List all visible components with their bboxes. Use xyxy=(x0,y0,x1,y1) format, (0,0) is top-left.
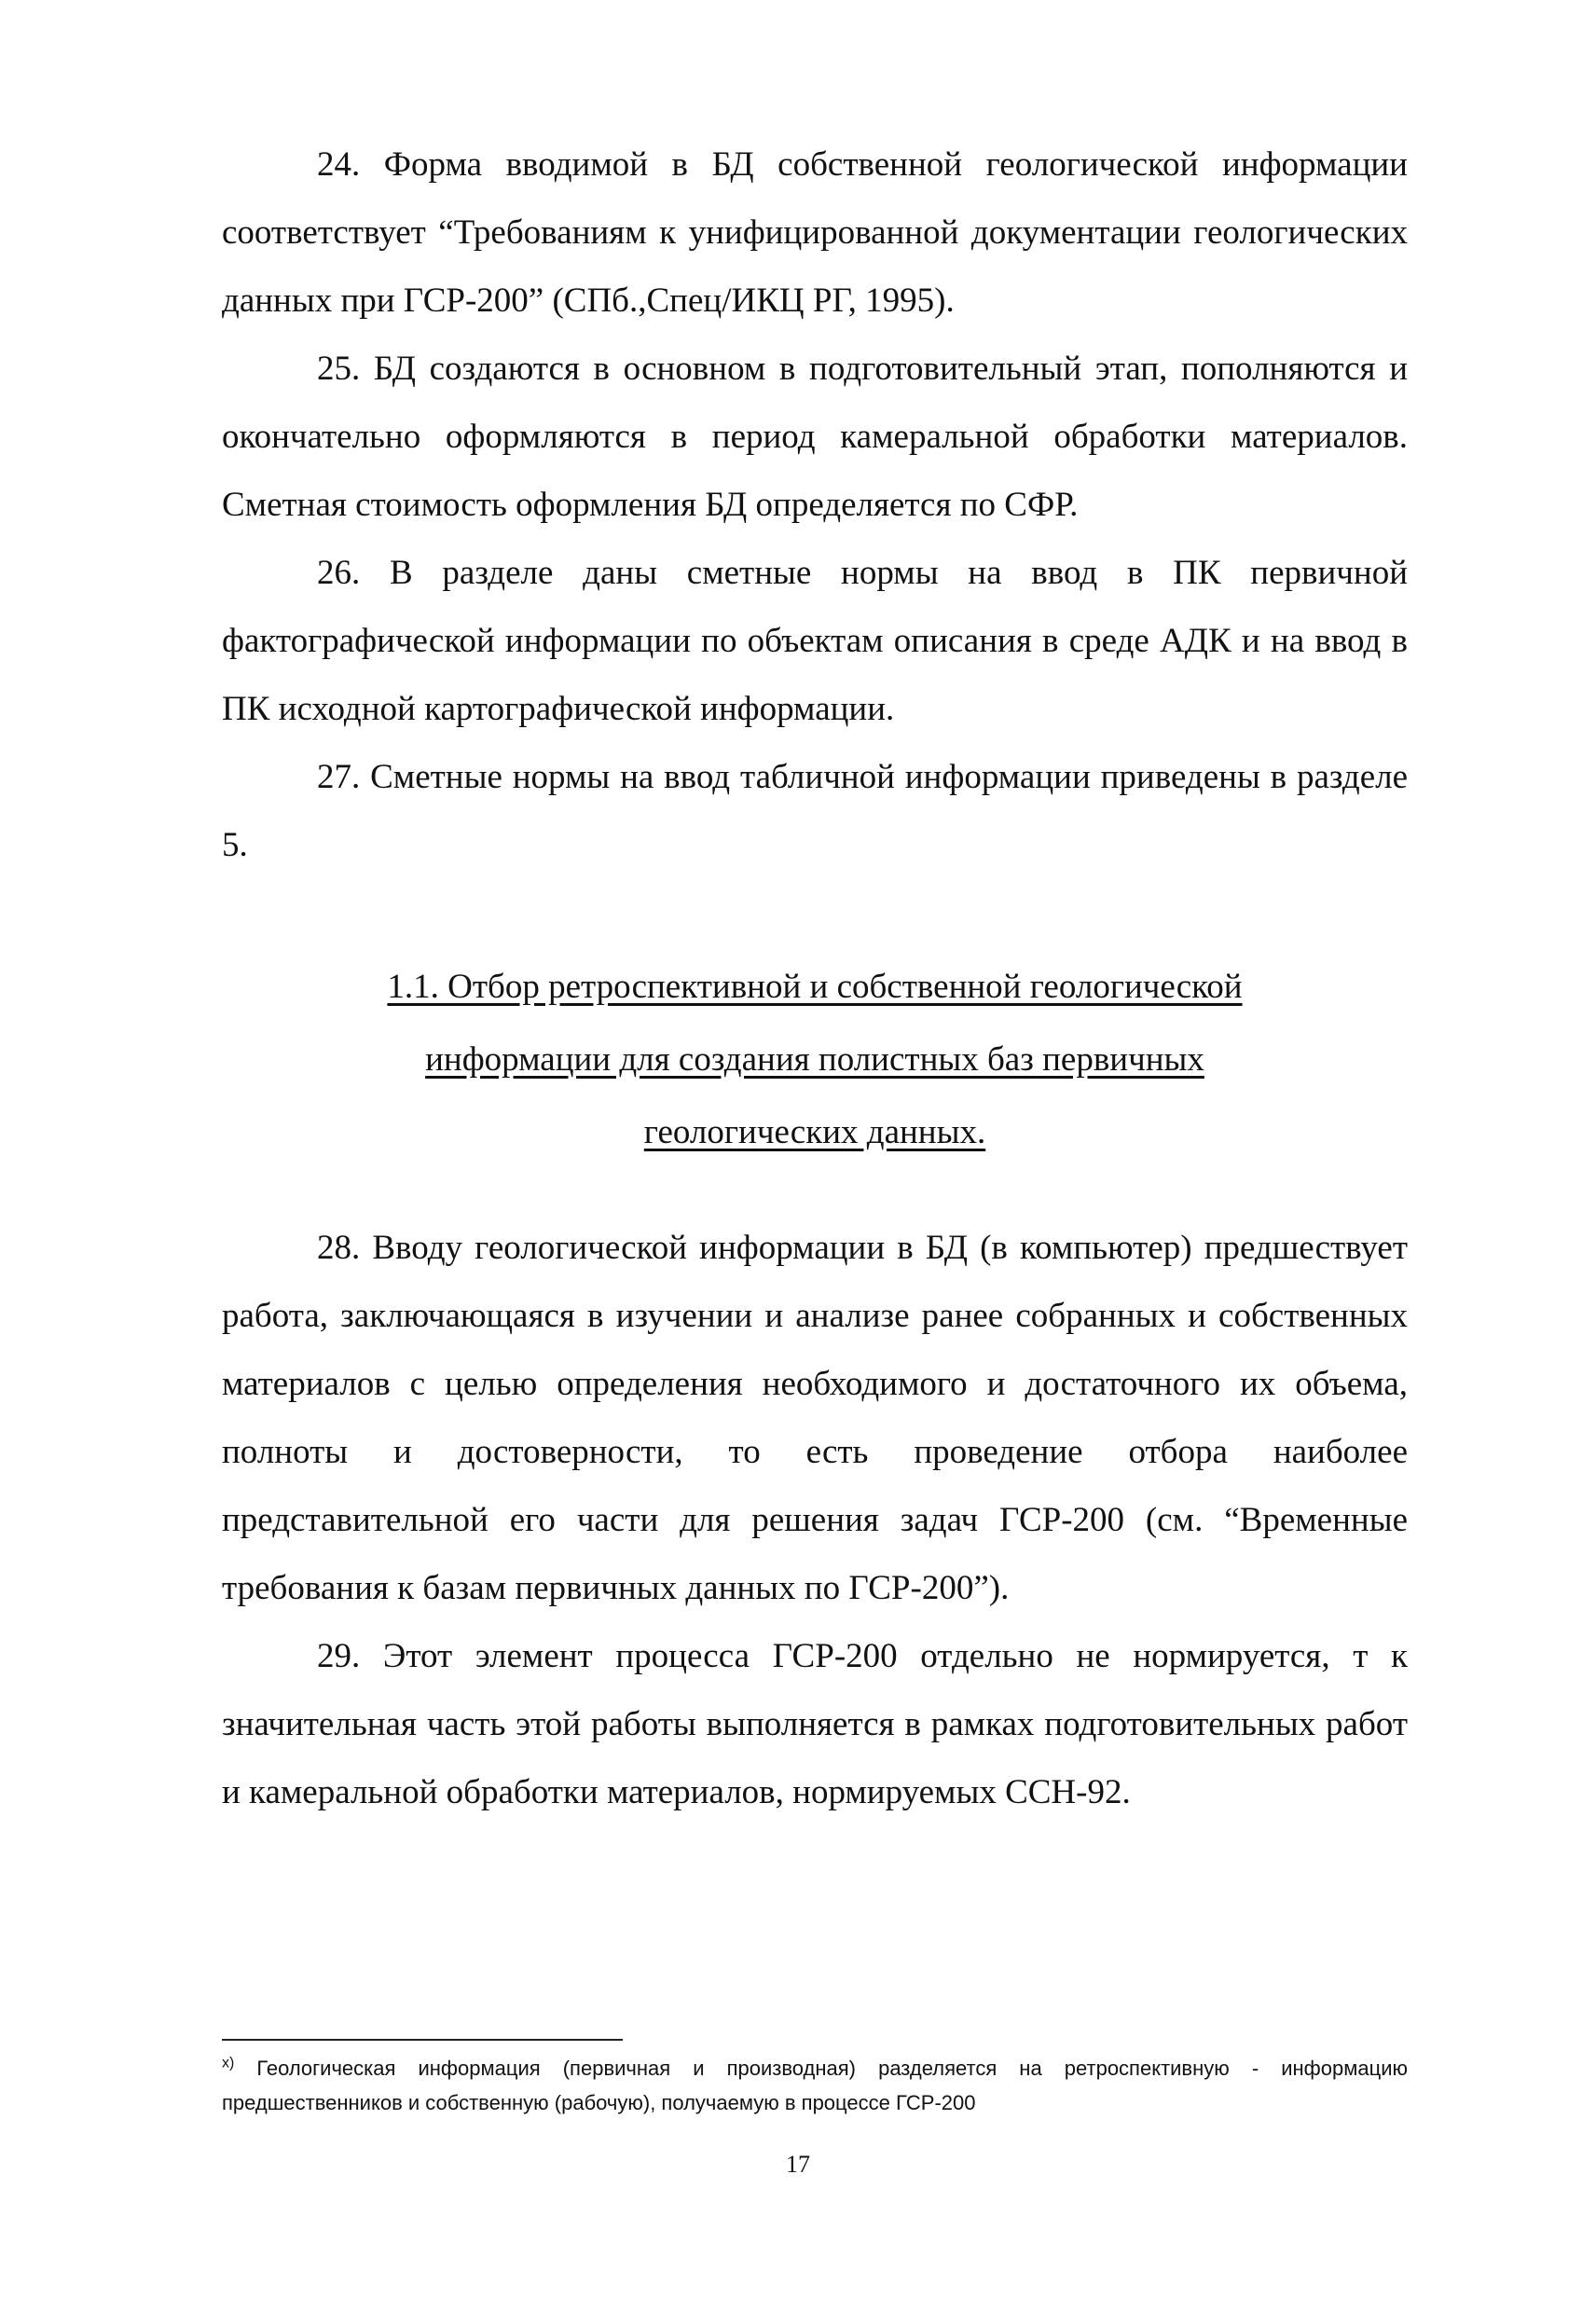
footnote-marker: х) xyxy=(222,2055,235,2071)
paragraph-25: 25. БД создаются в основном в подготовительный этап, пополняются и окончательно оформляются в период камеральной обработки материалов. Сметная стоимость оформления БД определяется по СФР. xyxy=(222,350,1408,524)
footnote-text: Геологическая информация (первичная и производная) разделяется на ретроспективную - информацию предшественников и собственную (рабочую), получаемую в процессе ГСР-200 xyxy=(222,2057,1408,2114)
footnote xyxy=(222,2051,1408,2120)
paragraph-26: 26. В разделе даны сметные нормы на ввод в ПК первичной фактографической информации по объектам описания в среде АДК и на ввод в ПК исходной картографической информации. xyxy=(222,554,1408,728)
paragraph-29: 29. Этот элемент процесса ГСР-200 отдельно не нормируется, т к значительная часть этой работы выполняется в рамках подготовительных работ и камеральной обработки материалов, нормируемых ССН-92. xyxy=(222,1637,1408,1811)
page-number: 17 xyxy=(786,2151,810,2178)
paragraph-24: 24. Форма вводимой в БД собственной геологической информации соответствует “Требованиям к унифицированной документации геологических данных при ГСР-200” (СПб.,Спец/ИКЦ РГ, 1995). xyxy=(222,145,1408,320)
section-heading-line-3: геологических данных. xyxy=(643,1113,986,1151)
section-heading-line-1: 1.1. Отбор ретроспективной и собственной геологической xyxy=(387,968,1243,1006)
section-heading-line-2: информации для создания полистных баз первичных xyxy=(425,1040,1204,1079)
paragraph-27: 27. Сметные нормы на ввод табличной информации приведены в разделе 5. xyxy=(222,758,1408,864)
body-text-top xyxy=(222,131,1408,879)
section-heading xyxy=(222,951,1408,1169)
paragraph-28: 28. Вводу геологической информации в БД (в компьютер) предшествует работа, заключающаяся в изучении и анализе ранее собранных и собственных материалов с целью определения необходимого и достаточного их объема, полноты и достоверности, то есть проведение отбора наиболее представительной его части для решения задач ГСР-200 (см. “Временные требования к базам первичных данных по ГСР-200”). xyxy=(222,1229,1408,1607)
footnote-separator xyxy=(222,2039,623,2041)
body-text-bottom xyxy=(222,1214,1408,1826)
